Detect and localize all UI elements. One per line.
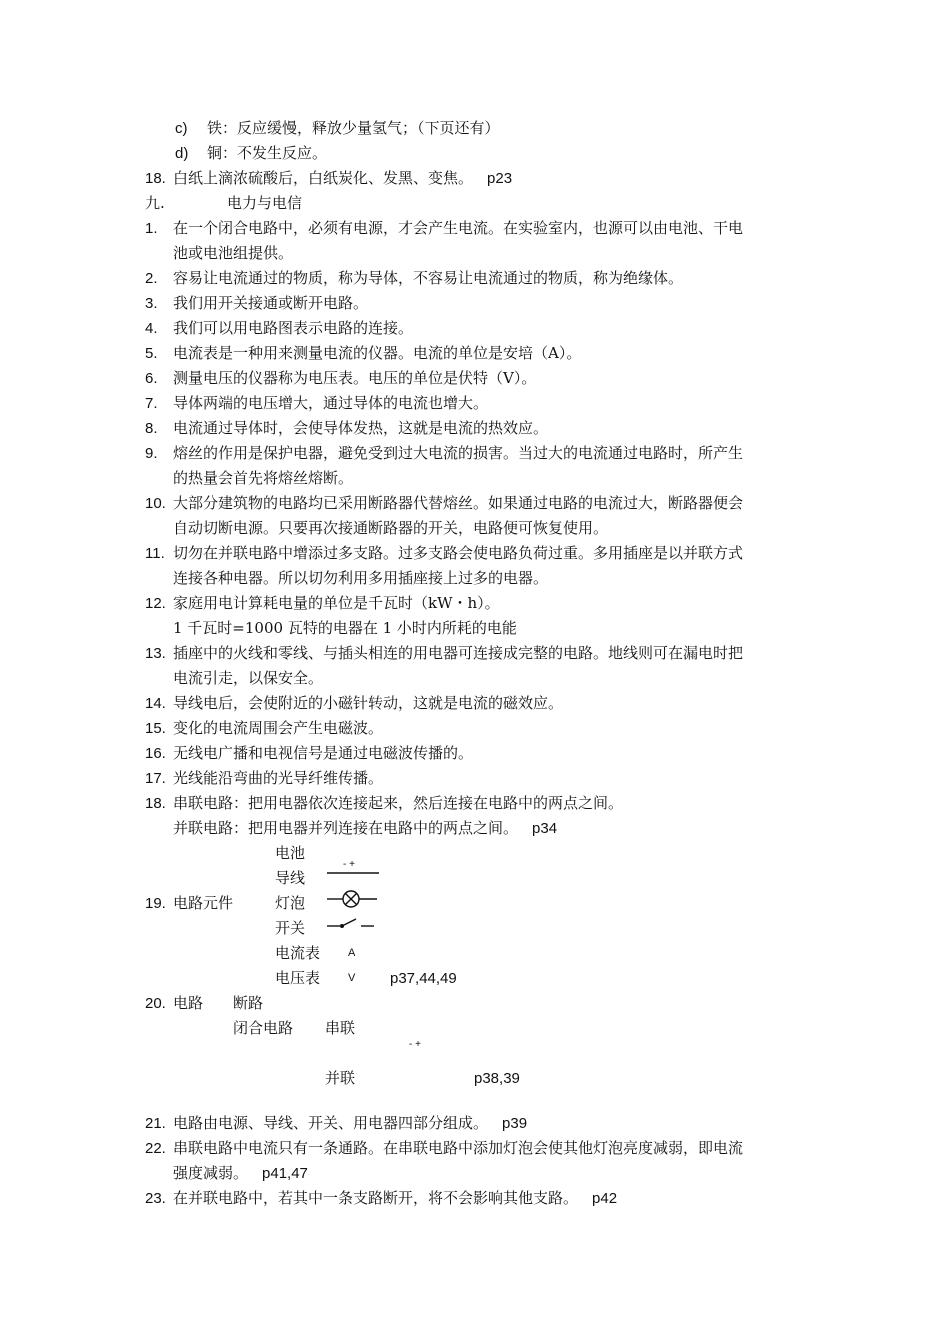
page-ref: p42 [592, 1190, 618, 1207]
item-text: 电流表是一种用来测量电流的仪器。电流的单位是安培（A）。 [173, 344, 582, 362]
item-text: 容易让电流通过的物质，称为导体，不容易让电流通过的物质，称为绝缘体。 [173, 269, 684, 287]
item-text: 白纸上滴浓硫酸后，白纸炭化、发黑、变焦。 p23 [173, 169, 513, 187]
item-text: 串联电路中电流只有一条通路。在串联电路中添加灯泡会使其他灯泡亮度减弱，即电流 [173, 1139, 744, 1157]
item-text-cont: 连接各种电器。所以切勿利用多用插座接上过多的电器。 [173, 569, 549, 587]
item-text: 导线电后，会使附近的小磁针转动，这就是电流的磁效应。 [173, 694, 564, 712]
item-text-cont: 池或电池组提供。 [173, 244, 294, 262]
item-label: 电路元件 [173, 894, 234, 912]
item-number: 2. [145, 270, 158, 287]
open-circuit-label: 断路 [233, 994, 264, 1012]
item-number: 11. [145, 545, 165, 562]
item-number: 1. [145, 220, 158, 237]
component-ammeter: 电流表 [275, 944, 321, 962]
item-number: 10. [145, 495, 166, 512]
item-number: 19. [145, 895, 166, 912]
item-text: 电路由电源、导线、开关、用电器四部分组成。 p39 [173, 1114, 528, 1132]
item-text: 切勿在并联电路中增添过多支路。过多支路会使电路负荷过重。多用插座是以并联方式 [173, 544, 744, 562]
switch-symbol-icon [327, 916, 377, 932]
line-d-text: 铜：不发生反应。 [207, 144, 328, 162]
item-number: 22. [145, 1140, 166, 1157]
item-number: 20. [145, 995, 166, 1012]
component-bulb: 灯泡 [275, 894, 306, 912]
circuit-polarity-label: - + [409, 1039, 421, 1050]
item-number: 4. [145, 320, 158, 337]
page-ref: p23 [487, 170, 513, 187]
item-text: 测量电压的仪器称为电压表。电压的单位是伏特（V）。 [173, 369, 537, 387]
item-label: 电路 [173, 994, 204, 1012]
item-text: 我们可以用电路图表示电路的连接。 [173, 319, 414, 337]
parallel-label: 并联 [325, 1069, 356, 1087]
bulb-symbol-icon [327, 889, 379, 909]
item-text-cont: 1 千瓦时=1000 瓦特的电器在 1 小时内所耗的电能 [173, 619, 517, 637]
item-number: 3. [145, 295, 158, 312]
item-number: 18. [145, 170, 166, 187]
section-number: 九. [145, 194, 165, 212]
item-text: 熔丝的作用是保护电器，避免受到过大电流的损害。当过大的电流通过电路时，所产生 [173, 444, 744, 462]
item-text: 在并联电路中，若其中一条支路断开，将不会影响其他支路。 p42 [173, 1189, 618, 1207]
item-text-cont: 并联电路：把用电器并列连接在电路中的两点之间。 p34 [173, 819, 558, 837]
item-text: 大部分建筑物的电路均已采用断路器代替熔丝。如果通过电路的电流过大，断路器便会 [173, 494, 744, 512]
component-wire: 导线 [275, 869, 306, 887]
item-text: 我们用开关接通或断开电路。 [173, 294, 369, 312]
item-number: 14. [145, 695, 166, 712]
item-number: 8. [145, 420, 158, 437]
item-text: 光线能沿弯曲的光导纤维传播。 [173, 769, 384, 787]
item-text-cont: 的热量会首先将熔丝熔断。 [173, 469, 354, 487]
item-text-cont: 电流引走，以保安全。 [173, 669, 324, 687]
item-number: 16. [145, 745, 166, 762]
item-text: 插座中的火线和零线、与插头相连的用电器可连接成完整的电路。地线则可在漏电时把 [173, 644, 744, 662]
item-text-cont: 自动切断电源。只要再次接通断路器的开关，电路便可恢复使用。 [173, 519, 609, 537]
component-battery: 电池 [275, 844, 306, 862]
item-text: 导体两端的电压增大，通过导体的电流也增大。 [173, 394, 489, 412]
item-number: 7. [145, 395, 158, 412]
list-marker-d: d) [175, 145, 189, 162]
item-number: 13. [145, 645, 166, 662]
component-voltmeter: 电压表 [275, 969, 321, 987]
item-text-cont: 强度减弱。 p41,47 [173, 1164, 308, 1182]
item-text: 变化的电流周围会产生电磁波。 [173, 719, 384, 737]
page-ref: p41,47 [262, 1165, 308, 1182]
voltmeter-symbol-icon: V [348, 972, 356, 984]
item-number: 23. [145, 1190, 166, 1207]
item-number: 5. [145, 345, 158, 362]
item-number: 6. [145, 370, 158, 387]
item-number: 21. [145, 1115, 166, 1132]
item-text: 串联电路：把用电器依次连接起来，然后连接在电路中的两点之间。 [173, 794, 624, 812]
item-text: 家庭用电计算耗电量的单位是千瓦时（kW・h）。 [173, 594, 500, 612]
wire-symbol-icon [327, 868, 381, 878]
list-marker-c: c) [175, 120, 188, 137]
item-text: 在一个闭合电路中，必须有电源，才会产生电流。在实验室内，也源可以由电池、干电 [173, 219, 744, 237]
line-c-text: 铁：反应缓慢，释放少量氢气；（下页还有） [207, 119, 500, 137]
page-ref: p38,39 [474, 1070, 520, 1087]
page-ref: p34 [532, 820, 558, 837]
item-number: 9. [145, 445, 158, 462]
item-text: 电流通过导体时，会使导体发热，这就是电流的热效应。 [173, 419, 549, 437]
closed-circuit-label: 闭合电路 [233, 1019, 294, 1037]
item-text: 无线电广播和电视信号是通过电磁波传播的。 [173, 744, 474, 762]
item-number: 17. [145, 770, 166, 787]
ammeter-symbol-icon: A [348, 947, 356, 959]
page-ref: p37,44,49 [390, 970, 457, 987]
item-number: 15. [145, 720, 166, 737]
page-ref: p39 [502, 1115, 528, 1132]
battery-polarity-label: - + [343, 859, 355, 870]
item-number: 18. [145, 795, 166, 812]
section-title: 电力与电信 [227, 194, 303, 212]
item-number: 12. [145, 595, 166, 612]
component-switch: 开关 [275, 919, 306, 937]
series-label: 串联 [325, 1019, 356, 1037]
